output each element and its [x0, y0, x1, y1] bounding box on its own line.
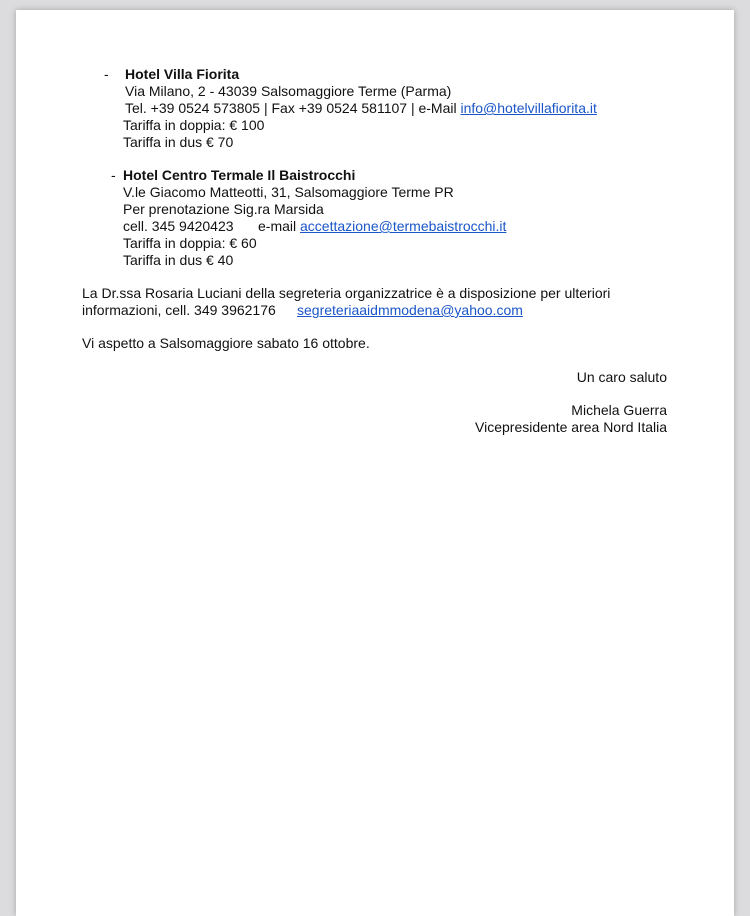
signer-title: Vicepresidente area Nord Italia [475, 419, 667, 435]
signer-name: Michela Guerra [571, 402, 667, 418]
hotel-2-name: Hotel Centro Termale Il Baistrocchi [123, 167, 356, 183]
hotel-2-rate-dus: Tariffa in dus € 40 [123, 252, 234, 268]
letter-body [16, 10, 734, 916]
hotel-2-email-label: e-mail [258, 218, 301, 234]
hotel-1-contact-text: Tel. +39 0524 573805 | Fax +39 0524 581107 | e-Mail [125, 100, 461, 116]
hotel-1-rate-dus: Tariffa in dus € 70 [123, 134, 234, 150]
hotel-2-rate-double: Tariffa in doppia: € 60 [123, 235, 257, 251]
hotel-2-email-link[interactable]: accettazione@termebaistrocchi.it [300, 218, 507, 234]
hotel-1-address: Via Milano, 2 - 43039 Salsomaggiore Terme (Parma) [125, 83, 452, 99]
closing-greeting: Un caro saluto [576, 369, 667, 385]
invitation-text: Vi aspetto a Salsomaggiore sabato 16 ottobre. [82, 335, 370, 351]
hotel-2-booking: Per prenotazione Sig.ra Marsida [123, 201, 324, 217]
hotel-1-bullet: - [104, 66, 109, 82]
hotel-2-email-row [258, 218, 506, 235]
hotel-2-phone: cell. 345 9420423 [123, 218, 234, 234]
secretary-line-2-text: informazioni, cell. 349 3962176 [82, 302, 276, 318]
document-page [16, 10, 734, 916]
secretary-line-1: La Dr.ssa Rosaria Luciani della segreteria organizzatrice è a disposizione per ulteriori [82, 285, 611, 301]
hotel-1-email-link[interactable]: info@hotelvillafiorita.it [460, 100, 597, 116]
secretary-email-link[interactable]: segreteriaaidmmodena@yahoo.com [297, 302, 523, 318]
hotel-2-bullet: - [111, 167, 116, 183]
hotel-1-rate-double: Tariffa in doppia: € 100 [123, 117, 265, 133]
hotel-1-name: Hotel Villa Fiorita [125, 66, 240, 82]
hotel-2-address: V.le Giacomo Matteotti, 31, Salsomaggiore Terme PR [123, 184, 454, 200]
hotel-1-contact [125, 100, 597, 117]
